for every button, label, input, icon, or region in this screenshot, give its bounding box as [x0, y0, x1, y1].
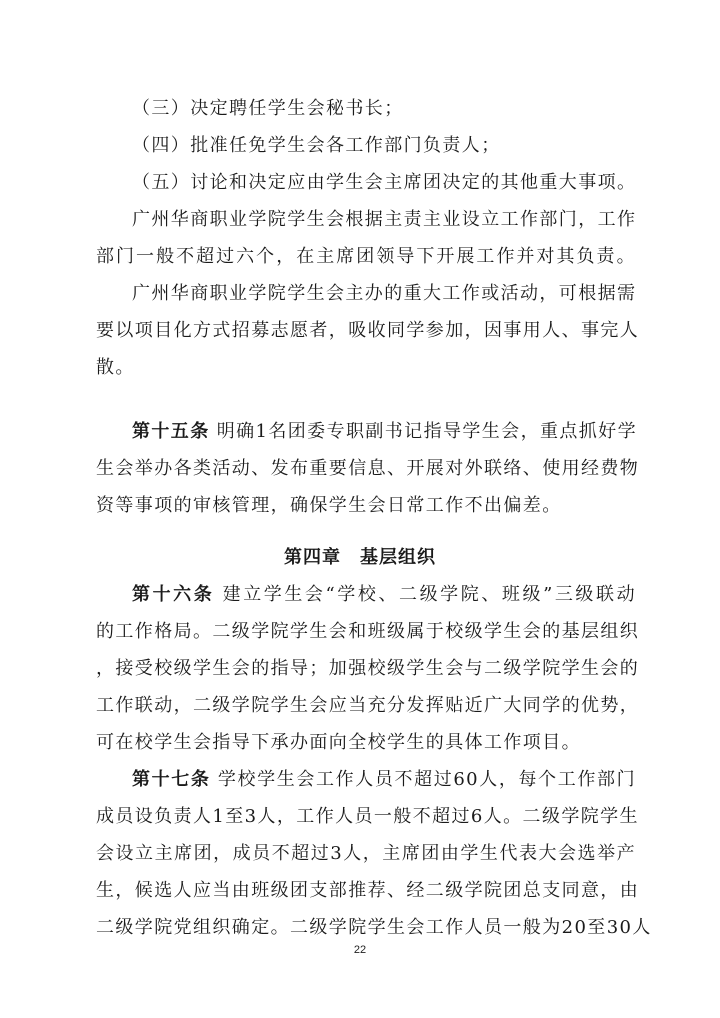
- paragraph-line: 散。: [96, 357, 135, 378]
- paragraph-line: 要以项目化方式招募志愿者，吸收同学参加，因事用人、事完人: [96, 320, 640, 341]
- page-number: 22: [353, 944, 367, 956]
- article-16-text: 建立学生会“学校、二级学院、班级”三级联动: [214, 584, 636, 605]
- paragraph-line: 部门一般不超过六个，在主席团领导下开展工作并对其负责。: [96, 246, 636, 267]
- paragraph-line: 广州华商职业学院学生会根据主责主业设立工作部门，工作: [132, 209, 637, 230]
- paragraph-line: ，接受校级学生会的指导；加强校级学生会与二级学院学生会的: [96, 658, 640, 679]
- article-15-text: 明确1名团委专职副书记指导学生会，重点抓好学: [209, 421, 637, 442]
- paragraph-line: 生会举办各类活动、发布重要信息、开展对外联络、使用经费物: [96, 458, 640, 479]
- paragraph-line: 的工作格局。二级学院学生会和班级属于校级学生会的基层组织: [96, 621, 640, 642]
- clause-3: （三）决定聘任学生会秘书长；: [132, 98, 404, 119]
- article-16-line: [132, 584, 636, 606]
- paragraph-line: 工作联动，二级学院学生会应当充分发挥贴近广大同学的优势，: [96, 695, 640, 716]
- paragraph-line: 二级学院党组织确定。二级学院学生会工作人员一般为20至30人: [96, 917, 652, 938]
- paragraph-line: 广州华商职业学院学生会主办的重大工作或活动，可根据需: [132, 283, 637, 304]
- article-16-heading: 第十六条: [132, 584, 215, 605]
- paragraph-line: 成员设负责人1至3人，工作人员一般不超过6人。二级学院学生: [96, 806, 639, 827]
- article-15-line: [132, 421, 636, 443]
- clause-4: （四）批准任免学生会各工作部门负责人；: [132, 135, 501, 156]
- chapter-heading: 第四章 基层组织: [284, 547, 436, 568]
- article-15-heading: 第十五条: [132, 421, 210, 442]
- article-17-text: 学校学生会工作人员不超过60人，每个工作部门: [210, 769, 636, 790]
- paragraph-line: 生，候选人应当由班级团支部推荐、经二级学院团总支同意，由: [96, 880, 640, 901]
- paragraph-line: 会设立主席团，成员不超过3人，主席团由学生代表大会选举产: [96, 843, 636, 864]
- article-17-line: [132, 769, 636, 791]
- article-17-heading: 第十七条: [132, 769, 211, 790]
- paragraph-line: 可在校学生会指导下承办面向全校学生的具体工作项目。: [96, 732, 581, 753]
- clause-5: （五）讨论和决定应由学生会主席团决定的其他重大事项。: [132, 172, 637, 193]
- paragraph-line: 资等事项的审核管理，确保学生会日常工作不出偏差。: [96, 495, 562, 516]
